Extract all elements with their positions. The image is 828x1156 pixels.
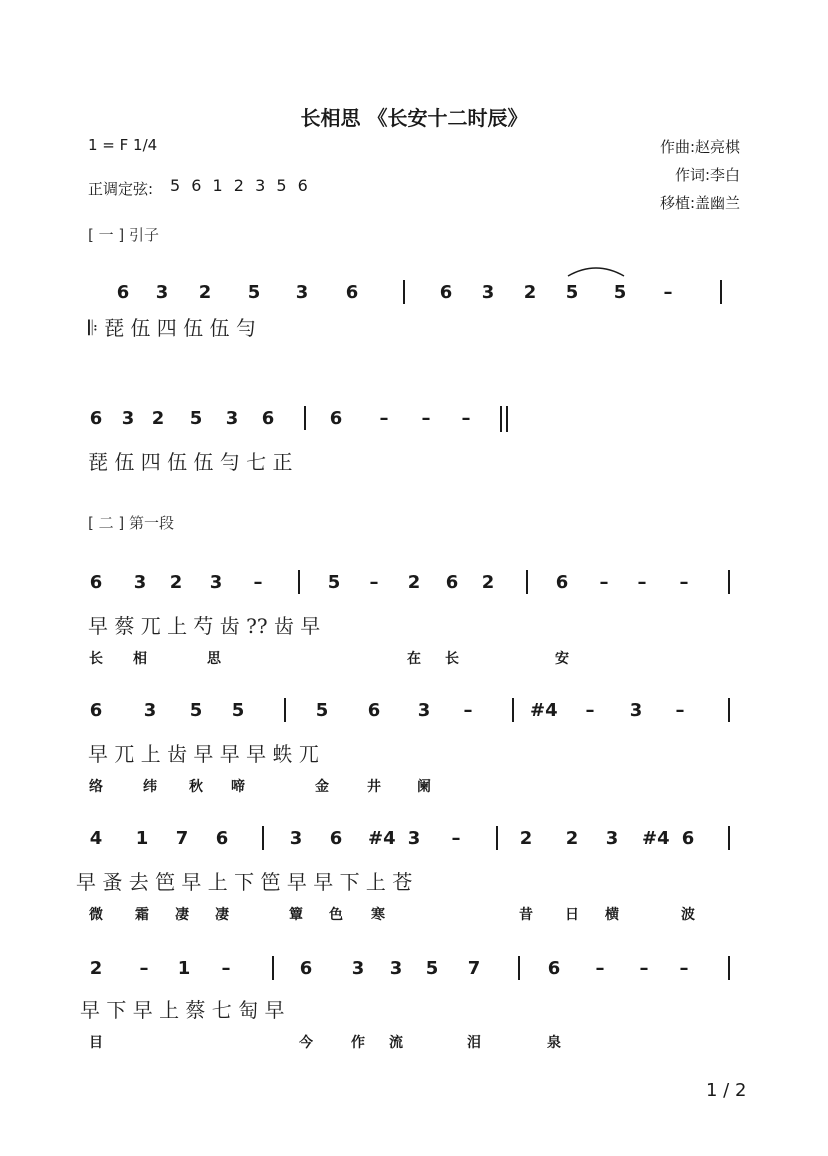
tablature-row: 早 蔡 兀 上 芍 齿 ?? 齿 早 (88, 614, 321, 638)
lyric-char: 流 (389, 1035, 403, 1051)
key-meter: 1 = F 1/4 (88, 136, 158, 154)
note: 2 (151, 408, 165, 429)
note: 6 (89, 572, 103, 593)
note: 3 (155, 282, 169, 303)
lyric-char: 安 (555, 651, 569, 667)
lyric-char: 长 (89, 651, 103, 667)
note: 5 (613, 282, 627, 303)
note: 5 (327, 572, 341, 593)
note: 5 (565, 282, 579, 303)
lyric-char: 在 (407, 651, 421, 667)
note: 6 (367, 700, 381, 721)
note: 6 (89, 408, 103, 429)
note: 3 (133, 572, 147, 593)
note: 6 (555, 572, 569, 593)
note: 5 (231, 700, 245, 721)
note: – (379, 408, 389, 429)
note: – (675, 700, 685, 721)
lyric-char: 金 (315, 779, 329, 795)
lyric-char: 长 (445, 651, 459, 667)
lyric-char: 秋 (189, 779, 203, 795)
note: 5 (189, 700, 203, 721)
note: – (221, 958, 231, 979)
note: 3 (389, 958, 403, 979)
note: – (595, 958, 605, 979)
barline (526, 570, 528, 594)
lyric-char: 色 (329, 907, 343, 923)
double-barline (500, 406, 502, 432)
lyric-char: 凄 (215, 907, 229, 923)
note: 2 (481, 572, 495, 593)
note: – (679, 572, 689, 593)
barline (496, 826, 498, 850)
lyric-char: 啼 (231, 779, 245, 795)
note: 6 (116, 282, 130, 303)
page-title: 长相思 《长安十二时辰》 (300, 106, 528, 130)
note: 3 (417, 700, 431, 721)
barline (512, 698, 514, 722)
note: – (463, 700, 473, 721)
lyric-char: 思 (207, 651, 221, 667)
lyric-char: 络 (89, 779, 103, 795)
lyric-char: 今 (299, 1035, 313, 1051)
note: 7 (467, 958, 481, 979)
section-intro-label: [ 一 ] 引子 (88, 226, 160, 244)
note: 3 (289, 828, 303, 849)
tablature-row: 琵 伍 四 伍 伍 勻 七 正 (88, 450, 293, 474)
note: – (679, 958, 689, 979)
lyric-char: 微 (89, 907, 103, 923)
tablature-row: 早 蚤 去 笆 早 上 下 笆 早 早 下 上 苍 (76, 870, 413, 894)
note: 2 (169, 572, 183, 593)
tablature-row: 早 兀 上 齿 早 早 早 蛈 兀 (88, 742, 319, 766)
tablature-row: 𝄆 琵 伍 四 伍 伍 勻 (88, 316, 256, 340)
note: 1 (177, 958, 191, 979)
note: – (663, 282, 673, 303)
barline (403, 280, 405, 304)
tablature-row: 早 下 早 上 蔡 七 匋 早 (80, 998, 285, 1022)
note: 6 (329, 828, 343, 849)
note: #4 (642, 828, 670, 849)
note: – (637, 572, 647, 593)
lyric-char: 泉 (547, 1035, 561, 1051)
barline (728, 570, 730, 594)
lyric-char: 寒 (371, 907, 385, 923)
transcriber-credit: 移植:盖幽兰 (659, 194, 740, 212)
note: 7 (175, 828, 189, 849)
lyric-char: 簟 (289, 907, 303, 923)
lyric-char: 昔 (519, 907, 533, 923)
note: – (599, 572, 609, 593)
note: 5 (315, 700, 329, 721)
note: 6 (439, 282, 453, 303)
note: 4 (89, 828, 103, 849)
note: 5 (189, 408, 203, 429)
lyric-char: 纬 (143, 779, 157, 795)
note: #4 (530, 700, 558, 721)
note: 2 (407, 572, 421, 593)
barline (304, 406, 306, 430)
tuning-label: 正调定弦: (88, 180, 154, 198)
note: – (451, 828, 461, 849)
note: 3 (295, 282, 309, 303)
note: 2 (89, 958, 103, 979)
lyric-char: 作 (351, 1035, 365, 1051)
note: 5 (247, 282, 261, 303)
note: – (639, 958, 649, 979)
lyricist-credit: 作词:李白 (674, 166, 740, 184)
barline (728, 826, 730, 850)
note: 1 (135, 828, 149, 849)
note: 3 (121, 408, 135, 429)
note: 6 (345, 282, 359, 303)
lyric-char: 目 (89, 1035, 103, 1051)
double-barline (506, 406, 508, 432)
note: 3 (143, 700, 157, 721)
lyric-char: 阑 (417, 779, 431, 795)
note: #4 (368, 828, 396, 849)
note: 6 (681, 828, 695, 849)
composer-credit: 作曲:赵亮棋 (659, 138, 740, 156)
slur (566, 262, 626, 278)
barline (298, 570, 300, 594)
barline (720, 280, 722, 304)
section-part1-label: [ 二 ] 第一段 (88, 514, 175, 532)
note: – (253, 572, 263, 593)
barline (728, 698, 730, 722)
note: 3 (407, 828, 421, 849)
note: 6 (329, 408, 343, 429)
note: 3 (605, 828, 619, 849)
lyric-char: 横 (605, 907, 619, 923)
lyric-char: 井 (367, 779, 381, 795)
barline (728, 956, 730, 980)
note: 3 (629, 700, 643, 721)
note: 6 (445, 572, 459, 593)
barline (262, 826, 264, 850)
note: 6 (261, 408, 275, 429)
lyric-char: 泪 (467, 1035, 481, 1051)
note: – (421, 408, 431, 429)
lyric-char: 波 (681, 907, 695, 923)
lyric-char: 凄 (175, 907, 189, 923)
note: – (585, 700, 595, 721)
note: – (369, 572, 379, 593)
note: 6 (215, 828, 229, 849)
page-number: 1 / 2 (706, 1080, 747, 1101)
note: – (461, 408, 471, 429)
barline (272, 956, 274, 980)
note: 3 (225, 408, 239, 429)
note: 2 (198, 282, 212, 303)
lyric-char: 相 (133, 651, 147, 667)
note: 5 (425, 958, 439, 979)
barline (518, 956, 520, 980)
note: 6 (89, 700, 103, 721)
note: 3 (209, 572, 223, 593)
note: – (139, 958, 149, 979)
note: 2 (523, 282, 537, 303)
note: 6 (547, 958, 561, 979)
note: 2 (565, 828, 579, 849)
barline (284, 698, 286, 722)
lyric-char: 日 (565, 907, 579, 923)
note: 3 (481, 282, 495, 303)
note: 3 (351, 958, 365, 979)
lyric-char: 霜 (135, 907, 149, 923)
note: 2 (519, 828, 533, 849)
note: 6 (299, 958, 313, 979)
tuning-notes: 5 6 1 2 3 5 6 (170, 176, 311, 195)
